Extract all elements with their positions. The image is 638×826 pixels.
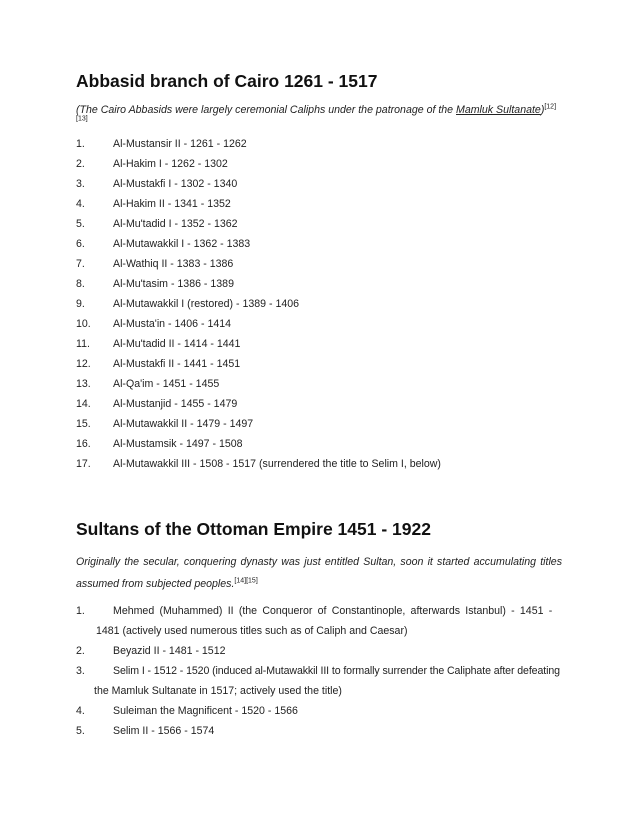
list-text: Al-Mutawakkil I - 1362 - 1383	[113, 238, 251, 250]
list-item	[76, 454, 562, 474]
list-text: Selim I - 1512 - 1520 (induced al-Mutawakkil III to formally surrender the Caliphate after defeating	[113, 665, 560, 677]
list-text: Beyazid II - 1481 - 1512	[113, 645, 226, 657]
list-item	[76, 174, 562, 194]
list-item	[76, 434, 562, 454]
list-number: 3.	[76, 665, 85, 677]
list-text: Al-Mu'tadid II - 1414 - 1441	[113, 338, 241, 350]
ottoman-sultan-list	[76, 601, 562, 741]
list-number: 4.	[76, 198, 85, 210]
list-item	[76, 354, 562, 374]
list-item	[76, 134, 562, 154]
intro-line-2-wrap	[76, 573, 562, 595]
list-number: 9.	[76, 298, 85, 310]
list-number: 2.	[76, 645, 85, 657]
intro-text: (The Cairo Abbasids were largely ceremonial Caliphs under the patronage of the	[76, 104, 457, 116]
list-text: Al-Mu'tadid I - 1352 - 1362	[113, 218, 238, 230]
list-text: Suleiman the Magnificent - 1520 - 1566	[113, 705, 298, 717]
list-item	[76, 661, 562, 701]
list-text: Al-Mutawakkil III - 1508 - 1517 (surrendered the title to Selim I, below)	[113, 458, 441, 470]
list-text: Al-Qa'im - 1451 - 1455	[113, 378, 220, 390]
list-number: 1.	[76, 605, 85, 617]
list-text: Al-Mutawakkil II - 1479 - 1497	[113, 418, 254, 430]
list-item	[76, 374, 562, 394]
list-number: 12.	[76, 358, 91, 370]
list-number: 16.	[76, 438, 91, 450]
intro-line-1: Originally the secular, conquering dynasty was just entitled Sultan, soon it started accumulating titles	[76, 556, 562, 568]
list-item	[76, 334, 562, 354]
list-number: 6.	[76, 238, 85, 250]
list-text: Al-Mustakfi I - 1302 - 1340	[113, 178, 238, 190]
citation-refs[interactable]: [14][15]	[234, 577, 258, 585]
abbasid-caliph-list	[76, 134, 562, 474]
list-text: Al-Mutawakkil I (restored) - 1389 - 1406	[113, 298, 300, 310]
list-number: 15.	[76, 418, 91, 430]
list-item	[76, 721, 562, 741]
list-item	[76, 641, 562, 661]
list-item	[76, 234, 562, 254]
citation-refs[interactable]: [12][13]	[76, 103, 557, 123]
list-number: 13.	[76, 378, 91, 390]
list-number: 3.	[76, 178, 85, 190]
section-heading-ottoman-sultans: Sultans of the Ottoman Empire 1451 - 1922	[76, 519, 431, 539]
list-text: Al-Mustamsik - 1497 - 1508	[113, 438, 243, 450]
list-text-continued: 1481 (actively used numerous titles such as of Caliph and Caesar)	[96, 625, 408, 637]
list-text: Al-Mustansir II - 1261 - 1262	[113, 138, 247, 150]
list-item	[76, 194, 562, 214]
list-item	[76, 154, 562, 174]
list-text: Al-Musta'in - 1406 - 1414	[113, 318, 232, 330]
list-number: 2.	[76, 158, 85, 170]
list-text: Selim II - 1566 - 1574	[113, 725, 215, 737]
list-text: Al-Hakim I - 1262 - 1302	[113, 158, 228, 170]
list-item	[76, 294, 562, 314]
section-heading-abbasid-cairo: Abbasid branch of Cairo 1261 - 1517	[76, 71, 378, 91]
list-number: 4.	[76, 705, 85, 717]
list-text: Al-Mu'tasim - 1386 - 1389	[113, 278, 234, 290]
list-number: 8.	[76, 278, 85, 290]
list-item	[76, 274, 562, 294]
list-number: 5.	[76, 218, 85, 230]
list-text: Al-Hakim II - 1341 - 1352	[113, 198, 231, 210]
intro-line-2: assumed from subjected peoples.	[76, 578, 235, 590]
list-item	[76, 701, 562, 721]
list-number: 1.	[76, 138, 85, 150]
list-item	[76, 414, 562, 434]
list-number: 14.	[76, 398, 91, 410]
list-number: 17.	[76, 458, 91, 470]
list-text: Al-Mustanjid - 1455 - 1479	[113, 398, 238, 410]
section-intro-abbasid-cairo	[76, 104, 562, 128]
list-number: 11.	[76, 338, 90, 350]
list-text: Mehmed (Muhammed) II (the Conqueror of Constantinople, afterwards Istanbul) - 1451 -	[113, 605, 553, 617]
intro-text-end: )	[540, 104, 545, 116]
list-text: Al-Mustakfi II - 1441 - 1451	[113, 358, 241, 370]
list-item	[76, 394, 562, 414]
section-intro-ottoman	[76, 551, 562, 595]
list-item	[76, 214, 562, 234]
list-item	[76, 314, 562, 334]
list-text: Al-Wathiq II - 1383 - 1386	[113, 258, 234, 270]
list-number: 10.	[76, 318, 91, 330]
list-text-continued: the Mamluk Sultanate in 1517; actively used the title)	[94, 685, 342, 697]
list-number: 7.	[76, 258, 85, 270]
list-item	[76, 601, 562, 641]
list-item	[76, 254, 562, 274]
mamluk-sultanate-link[interactable]: Mamluk Sultanate	[456, 104, 541, 116]
list-number: 5.	[76, 725, 85, 737]
